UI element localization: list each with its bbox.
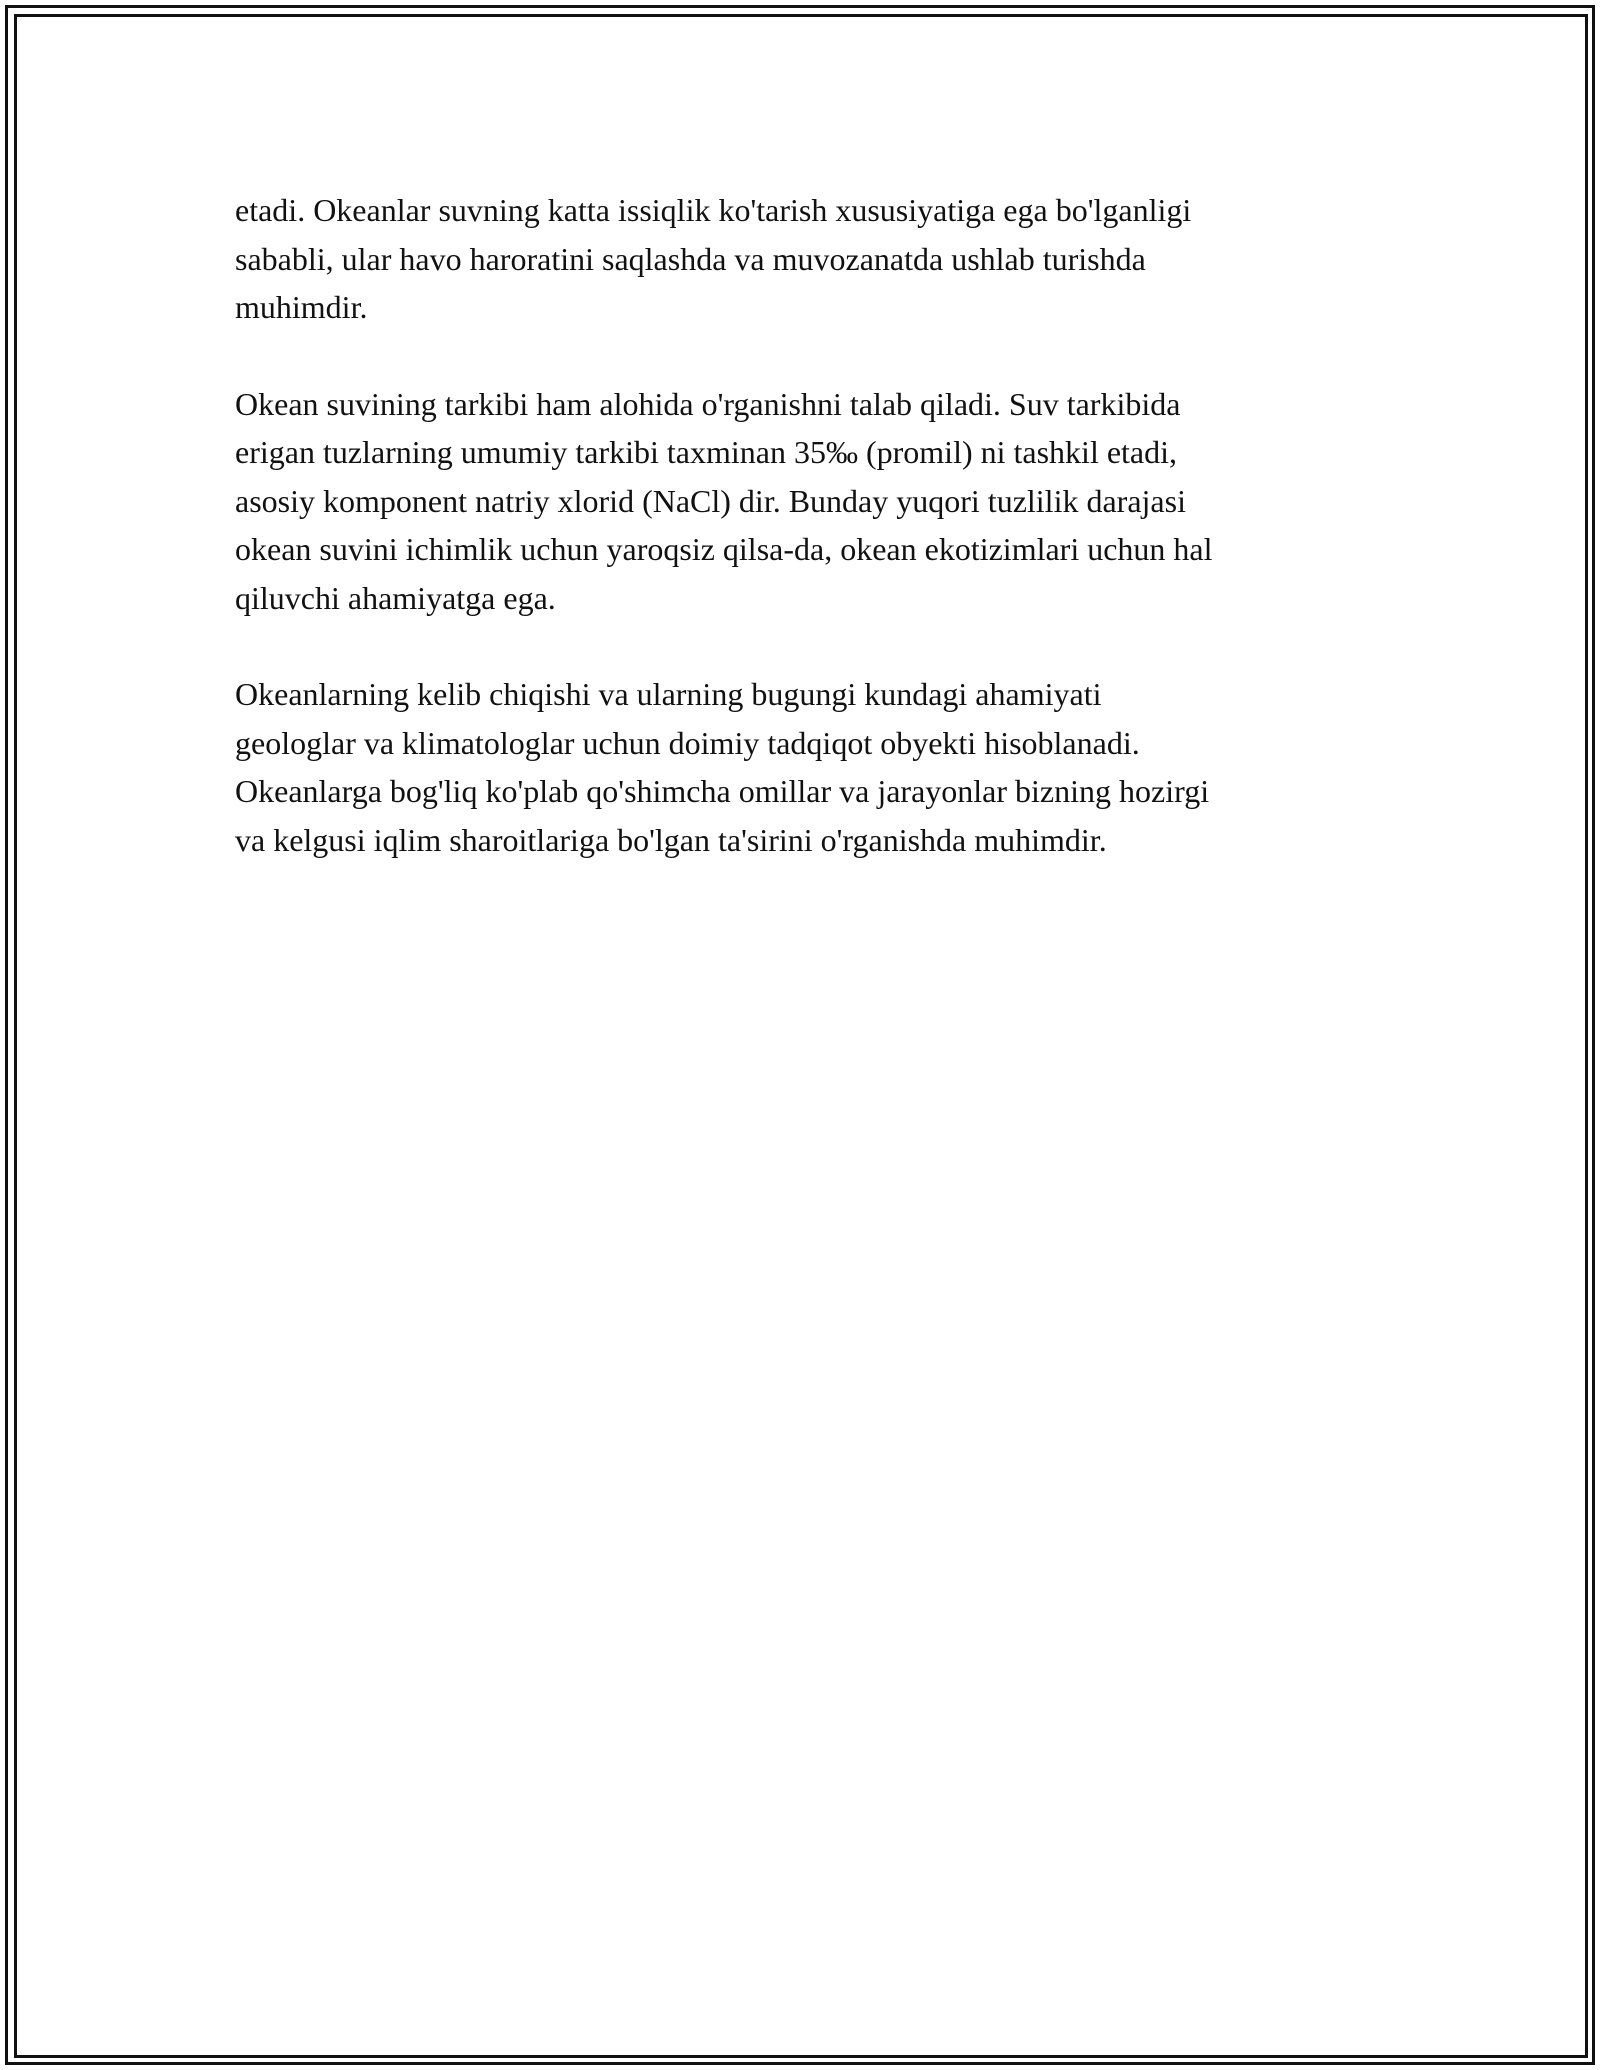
- paragraph-line: Okean suvining tarkibi ham alohida o'rganishni talab qiladi. Suv tarkibida: [235, 385, 1181, 422]
- paragraph-line: etadi. Okeanlar suvning katta issiqlik ko'tarish xususiyatiga ega bo'lganligi: [235, 192, 1192, 228]
- paragraph-line: geologlar va klimatologlar uchun doimiy tadqiqot obyekti hisoblanadi.: [235, 724, 1140, 761]
- paragraph-1: [235, 186, 1365, 332]
- paragraph-line: erigan tuzlarning umumiy tarkibi taxminan 35‰ (promil) ni tashkil etadi,: [235, 434, 1178, 470]
- paragraph-line: asosiy komponent natriy xlorid (NaCl) dir. Bunday yuqori tuzlilik darajasi: [235, 482, 1186, 519]
- paragraph-line: va kelgusi iqlim sharoitlariga bo'lgan ta'sirini o'rganishda muhimdir.: [235, 821, 1107, 858]
- paragraph-line: okean suvini ichimlik uchun yaroqsiz qilsa-da, okean ekotizimlari uchun hal: [235, 531, 1213, 567]
- paragraph-3: [235, 670, 1365, 864]
- document-body: [235, 186, 1365, 912]
- paragraph-line: muhimdir.: [235, 289, 368, 325]
- paragraph-2: [235, 380, 1365, 623]
- paragraph-line: Okeanlarga bog'liq ko'plab qo'shimcha omillar va jarayonlar bizning hozirgi: [235, 773, 1210, 809]
- paragraph-line: Okeanlarning kelib chiqishi va ularning bugungi kundagi ahamiyati: [235, 676, 1102, 712]
- paragraph-line: sababli, ular havo haroratini saqlashda va muvozanatda ushlab turishda: [235, 240, 1146, 277]
- paragraph-line: qiluvchi ahamiyatga ega.: [235, 579, 556, 616]
